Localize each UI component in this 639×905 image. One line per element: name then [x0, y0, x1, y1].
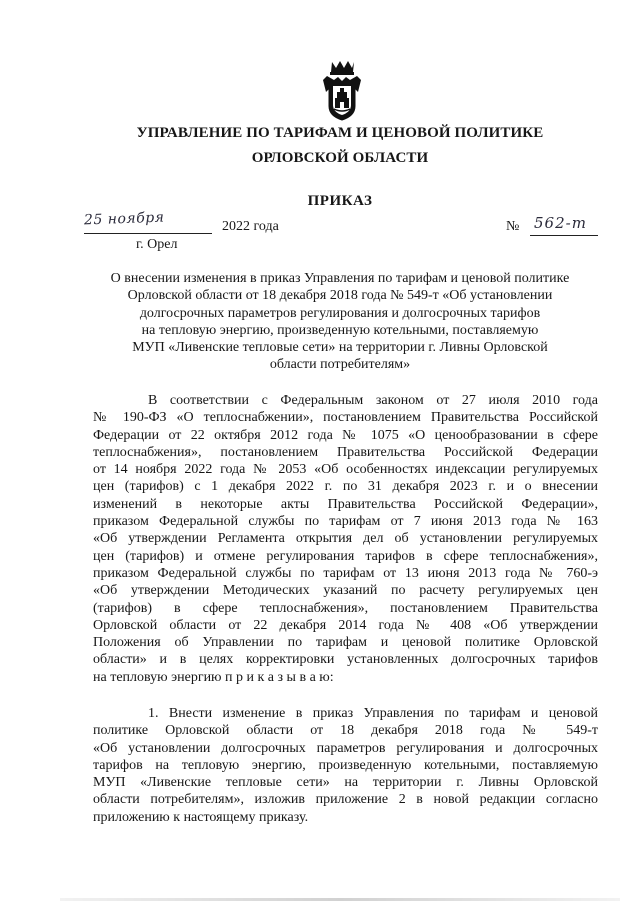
page-edge-shadow	[60, 898, 620, 901]
paragraph-line: 1. Внести изменение в приказ Управления по тарифам и ценовой	[148, 706, 598, 721]
date-underline	[84, 233, 212, 234]
coat-of-arms-icon	[320, 58, 364, 124]
handwritten-number: 562-т	[534, 214, 587, 232]
subject-line: О внесении изменения в приказ Управления по тарифам и ценовой политике	[110, 271, 570, 286]
subject-line: МУП «Ливенские тепловые сети» на территории г. Ливны Орловской	[132, 340, 548, 356]
organization-name-line1: УПРАВЛЕНИЕ ПО ТАРИФАМ И ЦЕНОВОЙ ПОЛИТИКЕ	[136, 125, 544, 141]
number-underline	[530, 235, 598, 236]
paragraph-line: «Об утверждении Регламента открытия дел об установлении регулируемых	[93, 531, 598, 547]
paragraph-line: Положения об Управлении по тарифам и ценовой политике Орловской	[93, 635, 598, 651]
order-item-1	[93, 705, 598, 826]
subject-line: Орловской области от 18 декабря 2018 года № 549-т «Об установлении	[127, 288, 553, 304]
paragraph-line: МУП «Ливенские тепловые сети» на территории г. Ливны Орловской	[93, 775, 598, 791]
number-label: №	[506, 219, 520, 234]
subject-line: на тепловую энергию, произведенную котельными, поставляемую	[141, 322, 539, 338]
document-city: г. Орел	[136, 237, 178, 252]
paragraph-line: приказом Федеральной службы по тарифам от 13 июня 2013 года № 760-э	[93, 565, 598, 581]
paragraph-line: политике Орловской области от 18 декабря 2018 года № 549-т	[93, 723, 598, 739]
paragraph-line: (тарифов) в сфере теплоснабжения», постановлением Правительства	[93, 600, 598, 616]
paragraph-line: теплоснабжения», постановлением Правительства Российской Федерации	[93, 444, 598, 460]
handwritten-date: 25 ноября	[83, 209, 165, 229]
paragraph-line: «Об установлении долгосрочных параметров регулирования и долгосрочных	[93, 740, 598, 756]
paragraph-line: В соответствии с Федеральным законом от 27 июля 2010 года	[148, 393, 598, 408]
paragraph-line: Федерации от 22 октября 2012 года № 1075 «О ценообразовании в сфере	[93, 427, 598, 443]
paragraph-line: на тепловую энергию п р и к а з ы в а ю:	[93, 669, 334, 685]
document-type: ПРИКАЗ	[307, 193, 373, 209]
paragraph-line: тарифов на тепловую энергию, произведенную котельными, поставляемую	[93, 757, 598, 773]
paragraph-line: цен (тарифов) с 1 декабря 2022 г. по 31 декабря 2023 г. и о внесении	[93, 479, 598, 495]
preamble-paragraph	[93, 392, 598, 686]
organization-name-line2: ОРЛОВСКОЙ ОБЛАСТИ	[251, 150, 429, 166]
date-year: 2022 года	[222, 219, 279, 234]
subject-line: долгосрочных параметров регулирования и долгосрочных тарифов	[139, 305, 541, 321]
paragraph-line: цен (тарифов) и отмене регулирования тарифов в сфере теплоснабжения»,	[93, 548, 598, 564]
paragraph-line: области потребителям», изложив приложение 2 в новой редакции согласно	[93, 792, 598, 808]
paragraph-line: «Об утверждении Методических указаний по расчету регулируемых цен	[93, 583, 598, 599]
paragraph-line: приложению к настоящему приказу.	[93, 809, 309, 825]
paragraph-line: от 14 ноября 2022 года № 2053 «Об особенностях индексации регулируемых	[93, 462, 598, 478]
paragraph-line: изменений в некоторые акты Правительства Российской Федерации»,	[93, 496, 598, 512]
paragraph-line: приказом Федеральной службы по тарифам от 7 июня 2013 года № 163	[93, 514, 598, 530]
paragraph-line: № 190-ФЗ «О теплоснабжении», постановлением Правительства Российской	[93, 410, 598, 426]
paragraph-line: области» и в целях корректировки установленных долгосрочных тарифов	[93, 652, 598, 668]
paragraph-line: Орловской области от 22 декабря 2014 года № 408 «Об утверждении	[93, 617, 598, 633]
subject-line: области потребителям»	[269, 357, 411, 373]
document-subject	[60, 270, 620, 374]
